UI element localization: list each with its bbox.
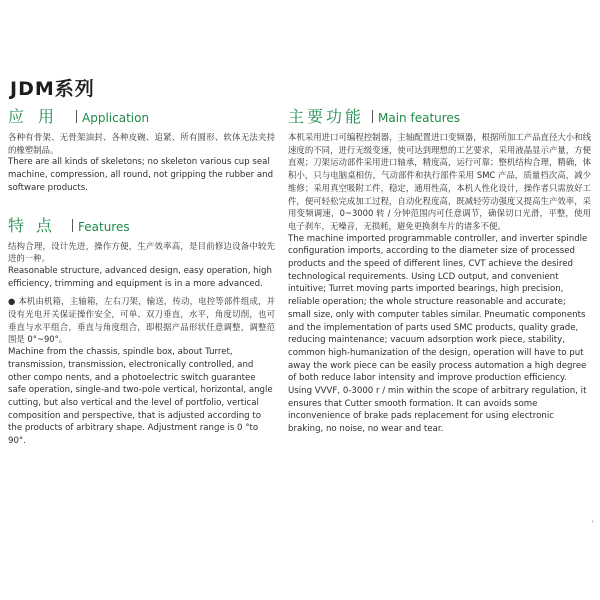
features-text-cn-2: ● 本机由机箱，主轴箱，左右刀架，输送，传动，电控等部件组成，并设有光电开关保证操作安全，可单、双刀垂直，水平，角度切削，也可垂直与水平组合，垂直与角度组合，即根据产品形状任意调整，调整范围是 0°~90°。 bbox=[8, 296, 275, 345]
page-title: JDM系列 bbox=[10, 78, 95, 100]
heading-divider bbox=[372, 110, 373, 123]
edge-mark: ' bbox=[592, 520, 594, 527]
application-heading-cn: 应用 bbox=[8, 107, 69, 126]
features-heading-cn: 特点 bbox=[8, 215, 65, 235]
application-text-cn: 各种有骨架、无骨架油封、各种皮碗、追紧、所有圆形、软体无法夹持的橡塑制品。 bbox=[8, 132, 275, 155]
main-features-text-cn: 本机采用进口可编程控制器，主轴配置进口变频器，根据所加工产品直径大小和线速度的不同，进行无级变速，使可达到理想的工艺要求，采用液晶显示产量，方便直观；刀架运动部件采用进口轴承，精度高，运行可靠；整机结构合理，精确，体积小，只与电脑桌相仿，气动部件和执行部件采用 SMC 产品，质量档次高，减少维修；采用真空吸附工件，稳定，通用性高，本机人性化设计，操作者只需放好工件，便可轻松完成加工过程，自动化程度高，既减轻劳动强度又提高生产效率，采用变频调速，0~3000 转 / 分钟范围内可任意调节，确保切口光滑，平整，使用电子刹车，无噪音，无损耗，避免更换刹车片的诸多不便。 bbox=[288, 132, 591, 231]
features-text-cn-1: 结构合理，设计先进，操作方便，生产效率高，是目前修边设备中较先进的一种。 bbox=[8, 240, 275, 264]
main-features-heading bbox=[288, 104, 591, 126]
application-heading bbox=[8, 104, 275, 126]
features-text-en-1: Reasonable structure, advanced design, easy operation, high efficiency, trimming and equipment is in a more advanced. bbox=[8, 265, 272, 289]
main-features-text-en: The machine imported programmable controller, and inverter spindle configuration imports, according to the diameter size of processed products and the speed of different lines, CVT achieve the desired technological requirements. Using LCD output, and convenient intuitive; Turret moving parts imported bearings, high precision, reliable operation; the whole structure reasonable and accurate; small size, only with computer tables similar. Pneumatic components and the implementation of parts used SMC products, quality grade, reducing maintenance; vacuum adsorption work piece, stability, common high-humanization of the design, operation will have to put away the work piece can be easily process automation a high degree of both reduce labor intensity and improve production efficiency. Using VVVF, 0-3000 r / min within the scope of arbitrary regulation, it ensures that Cutter smooth formation. It can avoids some inconvenience of brake pads replacement for using electronic braking, no noise, no wear and tear. bbox=[288, 233, 588, 435]
application-text-en: There are all kinds of skeletons; no skeleton various cup seal machine, compression, all round, not gripping the rubber and software products. bbox=[8, 157, 274, 193]
features-heading bbox=[8, 213, 275, 235]
main-features-heading-cn: 主要功能 bbox=[288, 107, 365, 126]
heading-divider bbox=[72, 219, 73, 232]
right-column bbox=[288, 104, 591, 436]
left-column bbox=[8, 104, 275, 448]
application-heading-en: Application bbox=[82, 111, 150, 125]
main-features-heading-en: Main features bbox=[378, 111, 461, 125]
features-heading-en: Features bbox=[78, 219, 130, 234]
features-text-en-2: Machine from the chassis, spindle box, about Turret, transmission, transmission, electronically controlled, and other compo nents, and a photoelectric switch guarantee safe operation, single-and two-pole vertical, horizontal, angle cutting, but also vertical and the level of portfolio, vertical composition and perspective, that is adjusted according to the products of arbitrary shape. Adjustment range is 0 °to 90°. bbox=[8, 347, 273, 447]
heading-divider bbox=[76, 110, 77, 123]
